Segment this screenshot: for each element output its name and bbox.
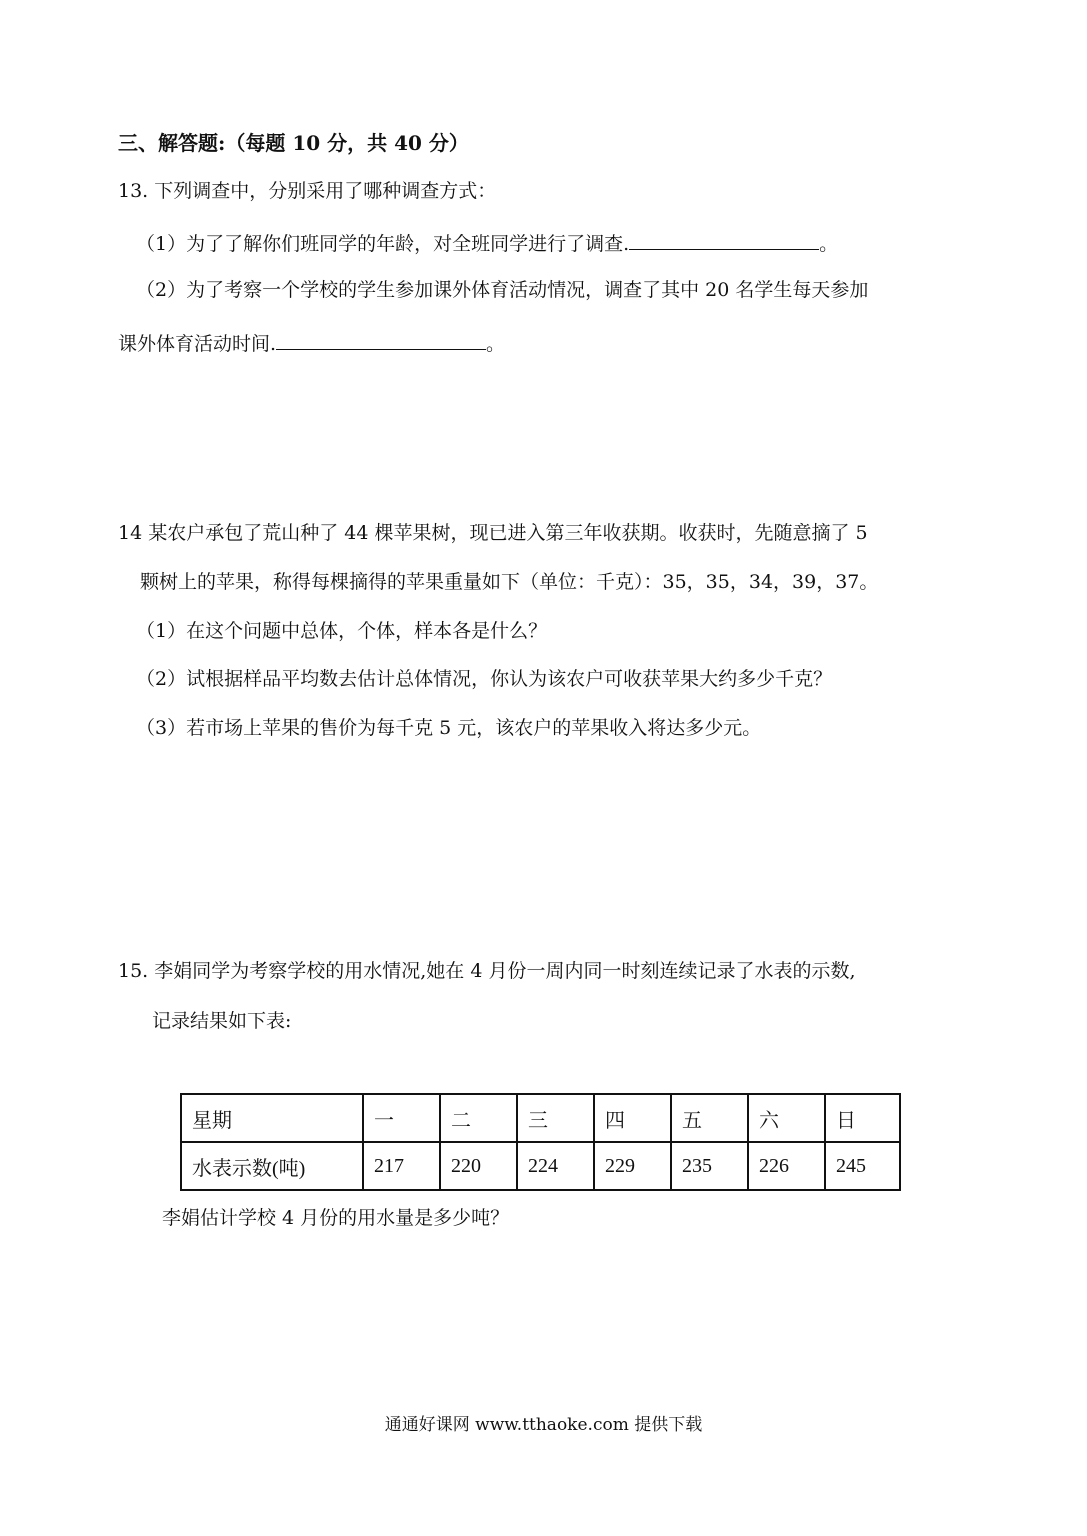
q13-part2-text: 课外体育活动时间. <box>118 333 277 355</box>
q14-line2: 颗树上的苹果，称得每棵摘得的苹果重量如下（单位：千克）：35，35，34，39，37。 <box>140 571 879 593</box>
table-reading-cell: 245 <box>825 1142 900 1190</box>
table-reading-cell: 220 <box>440 1142 517 1190</box>
table-day-cell: 四 <box>594 1094 671 1142</box>
table-reading-cell: 235 <box>671 1142 748 1190</box>
table-reading-cell: 229 <box>594 1142 671 1190</box>
page-footer: 通通好课网 www.tthaoke.com 提供下载 <box>384 1415 703 1435</box>
table-day-cell: 五 <box>671 1094 748 1142</box>
q14-line1: 14 某农户承包了荒山种了 44 棵苹果树，现已进入第三年收获期。收获时，先随意摘了 5 <box>118 522 868 544</box>
q13-part2-answer-blank[interactable] <box>276 331 486 350</box>
q13-part1 <box>136 231 838 254</box>
q13-part1-end: 。 <box>819 233 839 255</box>
table-day-cell: 六 <box>748 1094 825 1142</box>
q15-line1: 15. 李娟同学为考察学校的用水情况,她在 4 月份一周内同一时刻连续记录了水表的示数, <box>118 960 856 982</box>
q13-part2-end: 。 <box>486 333 506 355</box>
q14-part2: （2）试根据样品平均数去估计总体情况，你认为该农户可收获苹果大约多少千克？ <box>136 668 833 690</box>
q15-line2: 记录结果如下表: <box>152 1010 292 1032</box>
table-day-cell: 日 <box>825 1094 900 1142</box>
water-meter-table <box>180 1093 901 1191</box>
table-row-label: 水表示数(吨) <box>181 1142 363 1190</box>
table-day-cell: 二 <box>440 1094 517 1142</box>
table-reading-cell: 226 <box>748 1142 825 1190</box>
table-header-label: 星期 <box>181 1094 363 1142</box>
q13-part1-text: （1）为了了解你们班同学的年龄，对全班同学进行了调查. <box>136 233 630 255</box>
table-reading-cell: 224 <box>517 1142 594 1190</box>
section-title: 三、解答题:（每题 10 分，共 40 分） <box>118 131 469 155</box>
table-day-cell: 一 <box>363 1094 440 1142</box>
table-day-cell: 三 <box>517 1094 594 1142</box>
q14-part3: （3）若市场上苹果的售价为每千克 5 元，该农户的苹果收入将达多少元。 <box>136 717 762 739</box>
q13-part2-line2 <box>118 331 505 354</box>
table-row <box>181 1142 900 1190</box>
q14-part1: （1）在这个问题中总体，个体，样本各是什么？ <box>136 620 548 642</box>
q15-question: 李娟估计学校 4 月份的用水量是多少吨？ <box>162 1207 510 1229</box>
q13-part2-line1: （2）为了考察一个学校的学生参加课外体育活动情况，调查了其中 20 名学生每天参加 <box>136 279 869 301</box>
table-header-row <box>181 1094 900 1142</box>
q13-part1-answer-blank[interactable] <box>629 231 819 250</box>
q13-stem: 13. 下列调查中，分别采用了哪种调查方式： <box>118 180 497 202</box>
table-reading-cell: 217 <box>363 1142 440 1190</box>
